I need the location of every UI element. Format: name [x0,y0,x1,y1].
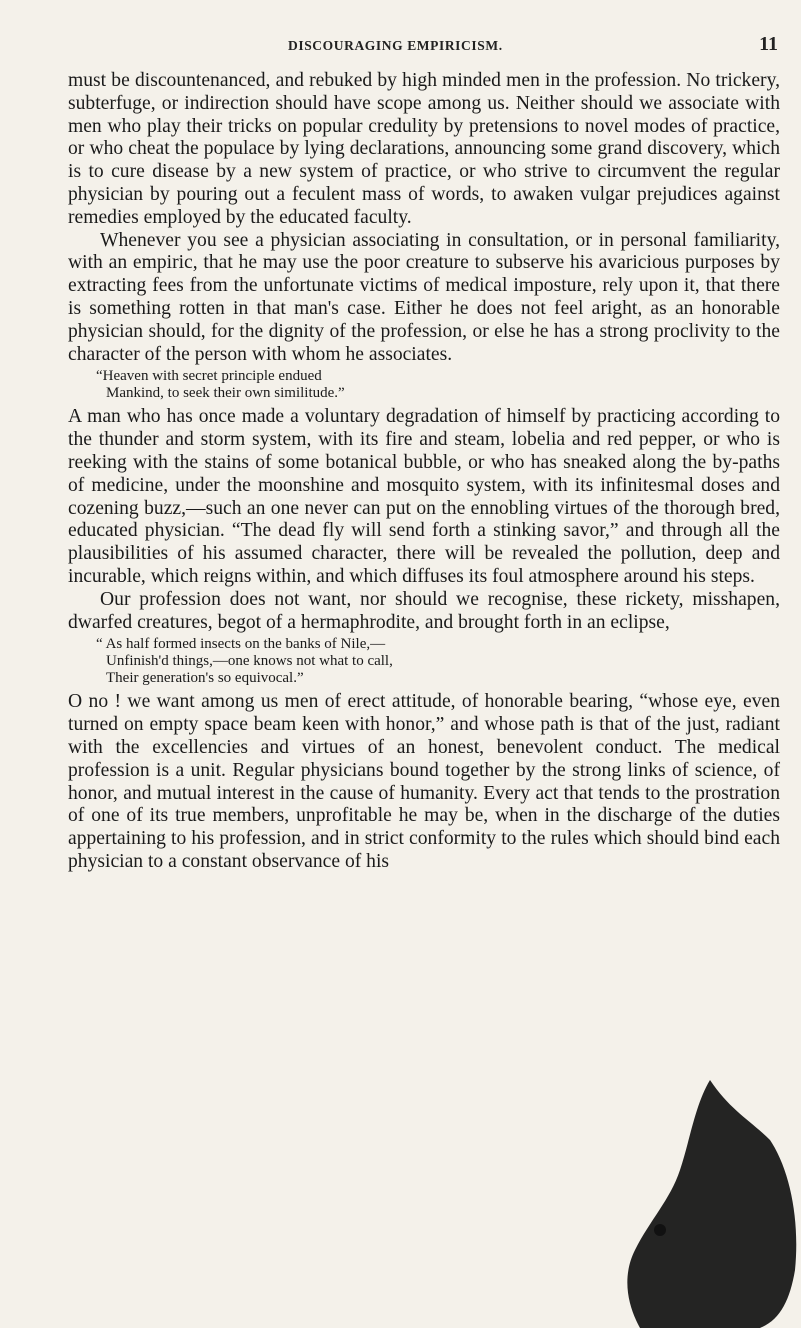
verse-1-line-1: “Heaven with secret principle endued [96,368,322,385]
verse-2-line-3: Their generation's so equivocal.” [106,670,304,687]
verse-1-line-2: Mankind, to seek their own similitude.” [106,385,345,402]
paragraph-5: O no ! we want among us men of erect attitude, of honorable bearing, “whose eye, even turned on empty space beam keen with honor,” and whose path is that of the just, radiant with the excellencies and virtues of an honest, benevolent conduct. The medical profession is a unit. Regular physicians bound together by the strong links of science, of honor, and mutual interest in the cause of humanity. Every act that tends to the prostration of one of its true members, unprofitable he may be, when in the discharge of the duties appertaining to his profession, and in strict conformity to the rules which should bind each physician to a constant observance of his [68,691,780,872]
page-header [68,0,780,70]
verse-quote-1 [96,368,780,402]
paragraph-1: must be discountenanced, and rebuked by high minded men in the profession. No trickery, subterfuge, or indirection should have scope among us. Neither should we associate with men who play their tricks on popular credulity by pretensions to novel modes of practice, or who cheat the populace by lying declarations, announcing some grand discovery, which is to cure disease by a new system of practice, or who strive to circumvent the regular physician by pouring out a feculent mass of words, to awaken vulgar prejudices against remedies employed by the educated faculty. [68,70,780,228]
paragraph-2: Whenever you see a physician associating in consultation, or in personal familiarity, with an empiric, that he may use the poor creature to subserve his avaricious purposes by extracting fees from the unfortunate victims of medical imposture, rely upon it, that there is something rotten in that man's case. Either he does not feel aright, as an honorable physician should, for the dignity of the profession, or else he has a strong proclivity to the character of the person with whom he associates. [68,229,780,365]
paragraph-3: A man who has once made a voluntary degradation of himself by practicing according to the thunder and storm system, with its fire and steam, lobelia and red pepper, or who is reeking with the stains of some botanical bubble, or who has sneaked along the by-paths of medicine, under the moonshine and mosquito system, with its infinitesmal doses and cozening buzz,—such an one never can put on the ennobling virtues of the thorough bred, educated physician. “The dead fly will send forth a stinking savor,” and through all the plausibilities of his assumed character, there will be revealed the pollution, deep and incurable, which reigns within, and which diffuses its foul atmosphere around his steps. [68,406,780,587]
ink-damage-blot [600,1080,800,1328]
verse-2-line-1: “ As half formed insects on the banks of Nile,— [96,636,386,653]
running-title: DISCOURAGING EMPIRICISM. [288,38,503,53]
verse-2-line-2: Unfinish'd things,—one knows not what to call, [106,653,393,670]
page-number: 11 [759,33,778,55]
verse-quote-2 [96,636,780,687]
book-page [68,0,780,874]
paragraph-4: Our profession does not want, nor should we recognise, these rickety, misshapen, dwarfed creatures, begot of a hermaphrodite, and brought forth in an eclipse, [68,588,780,633]
